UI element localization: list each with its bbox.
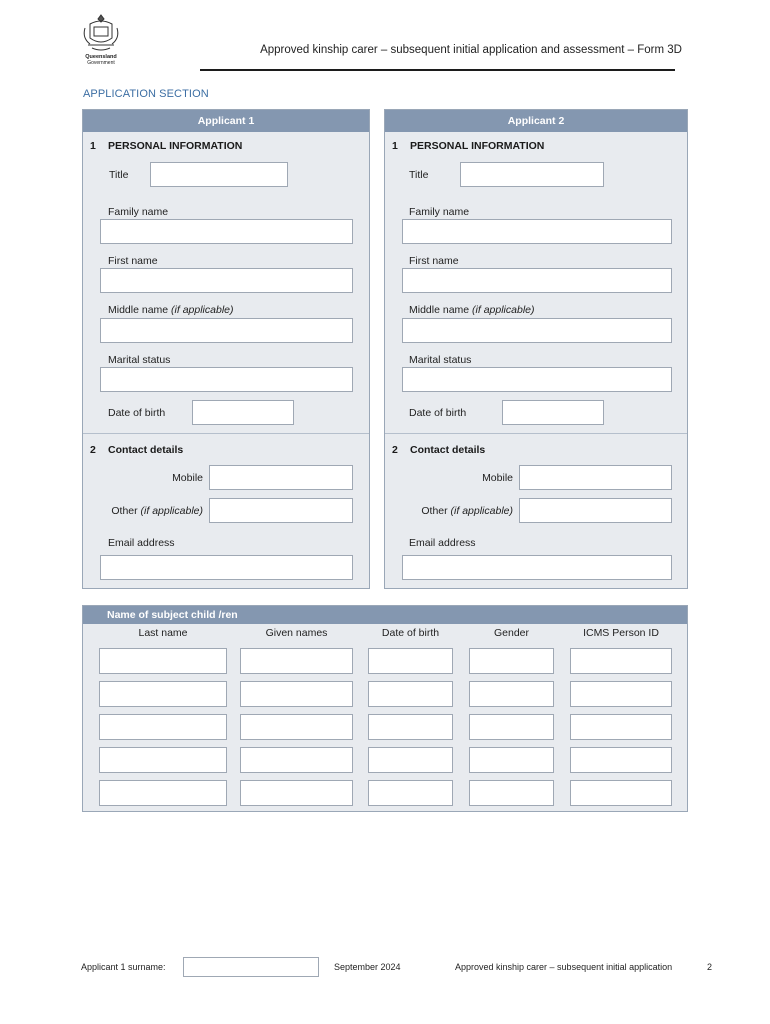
svg-text:Queensland: Queensland (85, 54, 117, 60)
child-2-icms-id-field[interactable] (570, 681, 672, 707)
applicant-1-other-phone-field[interactable] (209, 498, 353, 523)
applicant-2-family-name-field[interactable] (402, 219, 672, 244)
footer-surname-field[interactable] (183, 957, 319, 977)
subject-children-header: Name of subject child /ren (83, 606, 687, 624)
applicant-1-panel (82, 109, 370, 589)
middle-name-label: Middle name (if applicable) (108, 304, 234, 316)
applicant-1-title-field[interactable] (150, 162, 288, 187)
title-label: Title (409, 169, 429, 181)
child-1-last-name-field[interactable] (99, 648, 227, 674)
contact-details-heading: 2 Contact details (90, 444, 184, 456)
family-name-label: Family name (409, 206, 470, 218)
child-1-icms-id-field[interactable] (570, 648, 672, 674)
child-3-last-name-field[interactable] (99, 714, 227, 740)
mobile-label: Mobile (482, 472, 513, 484)
marital-status-label: Marital status (409, 354, 472, 366)
applicant-2-other-phone-field[interactable] (519, 498, 672, 523)
applicant-1-first-name-field[interactable] (100, 268, 353, 293)
column-header-icms-person-id: ICMS Person ID (583, 627, 659, 639)
subject-children-panel (82, 605, 688, 812)
personal-information-heading: 1 PERSONAL INFORMATION (90, 140, 243, 152)
child-5-icms-id-field[interactable] (570, 780, 672, 806)
child-4-date-of-birth-field[interactable] (368, 747, 453, 773)
applicant-2-first-name-field[interactable] (402, 268, 672, 293)
queensland-government-logo (80, 12, 122, 66)
section-divider (385, 433, 687, 434)
header-divider (200, 69, 675, 71)
section-heading: APPLICATION SECTION (83, 88, 209, 100)
child-3-given-names-field[interactable] (240, 714, 353, 740)
child-4-icms-id-field[interactable] (570, 747, 672, 773)
child-2-date-of-birth-field[interactable] (368, 681, 453, 707)
applicant-2-panel (384, 109, 688, 589)
child-1-given-names-field[interactable] (240, 648, 353, 674)
child-4-given-names-field[interactable] (240, 747, 353, 773)
child-1-date-of-birth-field[interactable] (368, 648, 453, 674)
applicant-1-email-field[interactable] (100, 555, 353, 580)
child-5-gender-field[interactable] (469, 780, 554, 806)
applicant-2-email-field[interactable] (402, 555, 672, 580)
title-label: Title (109, 169, 129, 181)
first-name-label: First name (409, 255, 459, 267)
column-header-last-name: Last name (138, 627, 188, 639)
applicant-2-marital-status-field[interactable] (402, 367, 672, 392)
child-3-icms-id-field[interactable] (570, 714, 672, 740)
footer-page-number: 2 (707, 962, 713, 972)
child-2-last-name-field[interactable] (99, 681, 227, 707)
applicant-1-header: Applicant 1 (83, 110, 369, 132)
date-of-birth-label: Date of birth (409, 407, 467, 419)
marital-status-label: Marital status (108, 354, 171, 366)
child-3-date-of-birth-field[interactable] (368, 714, 453, 740)
date-of-birth-label: Date of birth (108, 407, 166, 419)
child-4-last-name-field[interactable] (99, 747, 227, 773)
middle-name-label: Middle name (if applicable) (409, 304, 535, 316)
child-5-given-names-field[interactable] (240, 780, 353, 806)
child-2-given-names-field[interactable] (240, 681, 353, 707)
personal-information-heading: 1 PERSONAL INFORMATION (392, 140, 545, 152)
child-1-gender-field[interactable] (469, 648, 554, 674)
applicant-1-middle-name-field[interactable] (100, 318, 353, 343)
other-phone-label: Other (if applicable) (421, 505, 513, 517)
child-3-gender-field[interactable] (469, 714, 554, 740)
child-4-gender-field[interactable] (469, 747, 554, 773)
email-address-label: Email address (108, 537, 175, 549)
column-header-given-names: Given names (265, 627, 328, 639)
child-5-last-name-field[interactable] (99, 780, 227, 806)
svg-text:Government: Government (87, 60, 115, 66)
document-title: Approved kinship carer – subsequent initial application and assessment – Form 3D (260, 44, 682, 56)
applicant-2-header: Applicant 2 (385, 110, 687, 132)
applicant-1-date-of-birth-field[interactable] (192, 400, 294, 425)
section-divider (83, 433, 369, 434)
child-5-date-of-birth-field[interactable] (368, 780, 453, 806)
applicant-2-date-of-birth-field[interactable] (502, 400, 604, 425)
mobile-label: Mobile (172, 472, 203, 484)
email-address-label: Email address (409, 537, 476, 549)
first-name-label: First name (108, 255, 158, 267)
applicant-1-mobile-field[interactable] (209, 465, 353, 490)
applicant-2-middle-name-field[interactable] (402, 318, 672, 343)
applicant-2-title-field[interactable] (460, 162, 604, 187)
child-2-gender-field[interactable] (469, 681, 554, 707)
applicant-2-mobile-field[interactable] (519, 465, 672, 490)
contact-details-heading: 2 Contact details (392, 444, 486, 456)
other-phone-label: Other (if applicable) (111, 505, 203, 517)
footer-surname-label: Applicant 1 surname: (81, 962, 166, 972)
applicant-1-family-name-field[interactable] (100, 219, 353, 244)
column-header-date-of-birth: Date of birth (381, 627, 440, 639)
footer-date: September 2024 (334, 962, 401, 972)
applicant-1-marital-status-field[interactable] (100, 367, 353, 392)
footer-document-title: Approved kinship carer – subsequent initial application (455, 962, 673, 972)
family-name-label: Family name (108, 206, 169, 218)
column-header-gender: Gender (493, 627, 530, 639)
